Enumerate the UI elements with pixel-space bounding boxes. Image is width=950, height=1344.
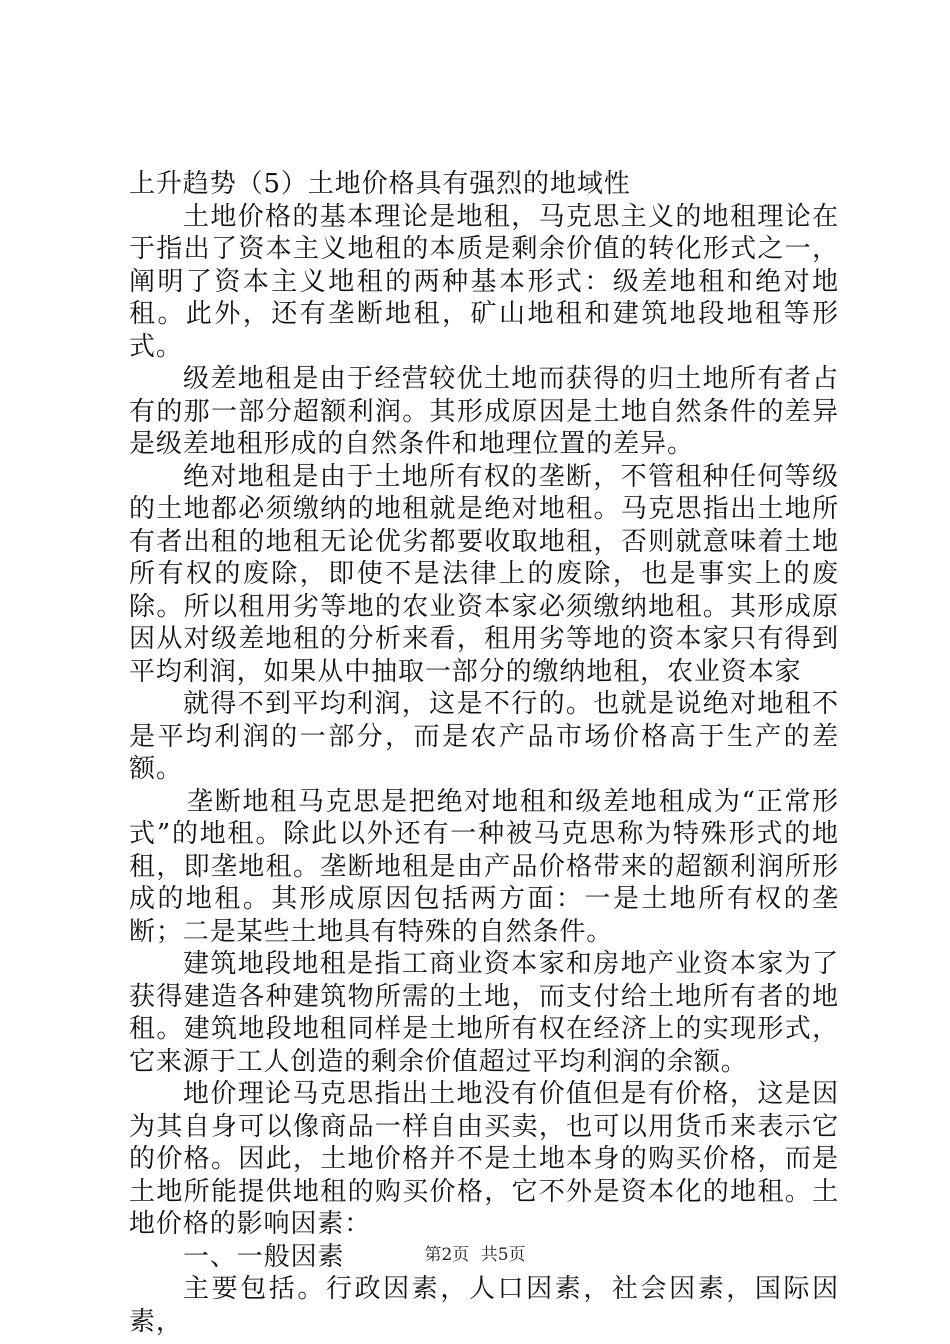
page-total: 共5页	[480, 1245, 526, 1265]
paragraph-monopoly-rent: 垄断地租马克思是把绝对地租和级差地租成为“正常形式”的地租。除此以外还有一种被马克思称为特殊形式的地租，即垄地租。垄断地租是由产品价格带来的超额利润所形成的地租。其形成原因包括两方面：一是土地所有权的垄断；二是某些土地具有特殊的自然条件。	[129, 786, 839, 947]
paragraph-absolute-rent: 绝对地租是由于土地所有权的垄断，不管租种任何等级的土地都必须缴纳的地租就是绝对地租。马克思指出土地所有者出租的地租无论优劣都要收取地租，否则就意味着土地所有权的废除，即使不是法律上的废除，也是事实上的废除。所以租用劣等地的农业资本家必须缴纳地租。其形成原因从对级差地租的分析来看，租用劣等地的资本家只有得到平均利润，如果从中抽取一部分的缴纳地租，农业资本家	[129, 461, 839, 687]
paragraph-general-factors: 主要包括。行政因素，人口因素，社会因素，国际因素，	[129, 1274, 839, 1337]
page-footer	[0, 1240, 950, 1265]
paragraph-building-rent: 建筑地段地租是指工商业资本家和房地产业资本家为了获得建造各种建筑物所需的土地，而支付给土地所有者的地租。建筑地段地租同样是土地所有权在经济上的实现形式，它来源于工人创造的剩余价值超过平均利润的余额。	[129, 949, 839, 1077]
paragraph-differential-rent: 级差地租是由于经营较优土地而获得的归土地所有者占有的那一部分超额利润。其形成原因是土地自然条件的差异是级差地租形成的自然条件和地理位置的差异。	[129, 364, 839, 459]
document-body	[129, 168, 839, 1338]
paragraph-land-price-theory: 地价理论马克思指出土地没有价值但是有价格，这是因为其自身可以像商品一样自由买卖，也可以用货币来表示它的价格。因此，土地价格并不是土地本身的购买价格，而是土地所能提供地租的购买价格，它不外是资本化的地租。土地价格的影响因素：	[129, 1079, 839, 1239]
page-number: 第2页	[424, 1245, 470, 1265]
paragraph-absolute-rent-cont: 就得不到平均利润，这是不行的。也就是说绝对地租不是平均利润的一部分，而是农产品市场价格高于生产的差额。	[129, 689, 839, 784]
paragraph-rent-theory: 土地价格的基本理论是地租，马克思主义的地租理论在于指出了资本主义地租的本质是剩余价值的转化形式之一，阐明了资本主义地租的两种基本形式：级差地租和绝对地租。此外，还有垄断地租，矿山地租和建筑地段地租等形式。	[129, 201, 839, 362]
section-heading-general-factors: 一、一般因素	[183, 1241, 345, 1272]
paragraph-continuation: 上升趋势（5）土地价格具有强烈的地域性	[129, 169, 631, 199]
